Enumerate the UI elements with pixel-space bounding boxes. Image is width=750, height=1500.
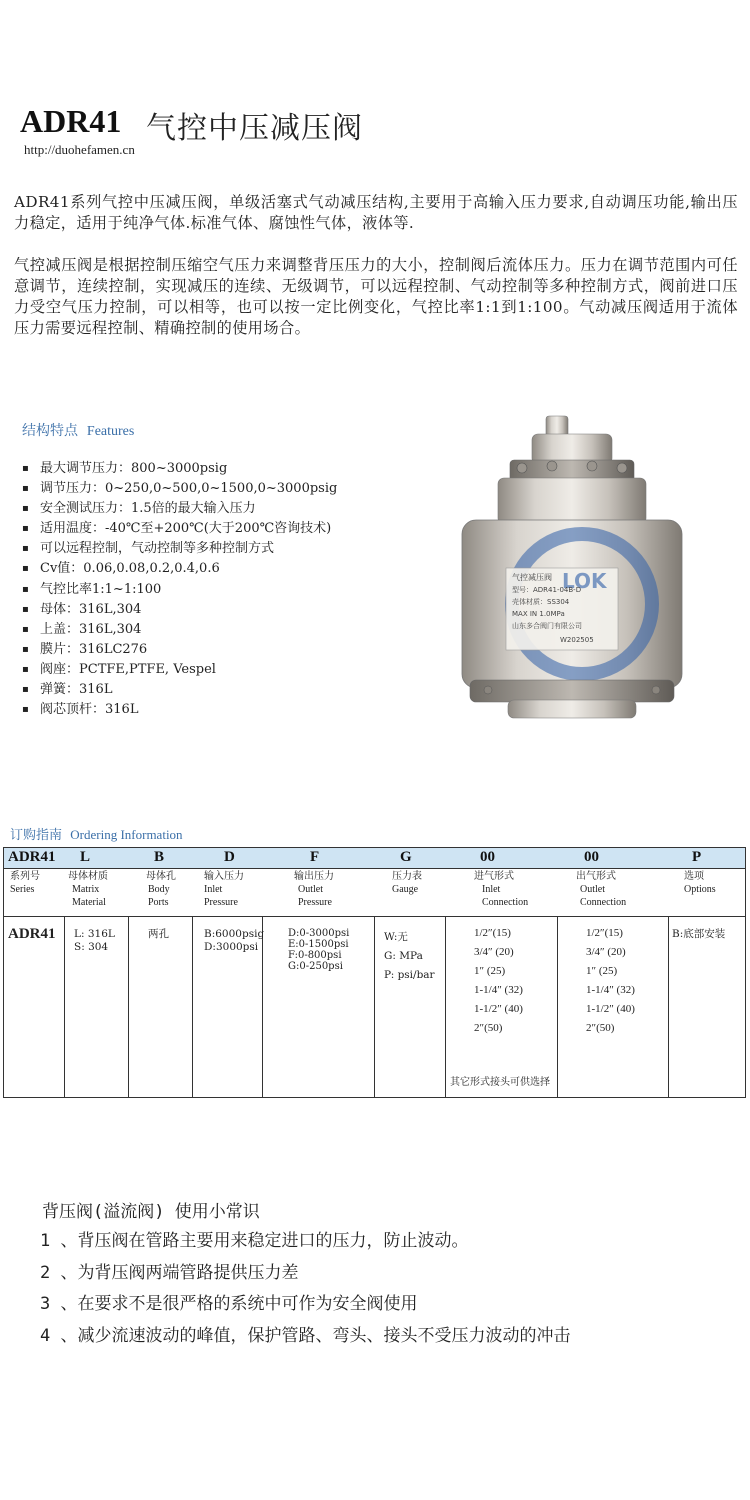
bolt-icon <box>484 686 492 694</box>
feature-item: ▪ 阀芯顶杆：316L <box>20 700 337 720</box>
header-cell: 输出压力 Outlet Pressure <box>294 871 334 908</box>
gauge-values: W:无 G: MPa P: psi/bar <box>384 931 435 981</box>
bullet-icon: ▪ <box>22 463 29 474</box>
inlet-note: 其它形式接头可供选择 <box>450 1077 550 1088</box>
header-cell: 选项 Options <box>684 871 716 895</box>
outlet-connection-values: 1/2″(15) 3/4″ (20) 1″ (25) 1-1/4″ (32) 1-1/2″ (40) 2″(50) <box>586 927 635 1034</box>
table-divider <box>128 916 129 1097</box>
code-cell: 00 <box>584 849 599 865</box>
inlet-connection-values: 1/2″(15) 3/4″ (20) 1″ (25) 1-1/4″ (32) 1-1/2″ (40) 2″(50) <box>474 927 523 1034</box>
feature-item: ▪ 可以远程控制，气动控制等多种控制方式 <box>20 539 337 559</box>
bullet-icon: ▪ <box>22 643 29 655</box>
feature-item: ▪ 膜片：316LC276 <box>20 640 337 660</box>
tips-list <box>40 1226 570 1352</box>
features-list <box>20 459 337 720</box>
product-model: ADR41 <box>20 103 122 139</box>
bullet-icon: ▪ <box>22 543 29 555</box>
bullet-icon: ▪ <box>22 663 29 675</box>
header-cell: 输入压力 Inlet Pressure <box>204 871 244 908</box>
feature-item: ▪ 弹簧：316L <box>20 680 337 700</box>
header-cell: 母体孔 Body Ports <box>146 871 176 908</box>
bottom-base <box>508 700 636 718</box>
tip-item: 4 、减少流速波动的峰值，保护管路、弯头、接头不受压力波动的冲击 <box>40 1325 571 1346</box>
code-cell: L <box>80 849 91 865</box>
bullet-icon: ▪ <box>22 684 29 696</box>
table-divider <box>445 916 446 1097</box>
bolt-icon <box>617 463 627 473</box>
header-cell: 系列号 Series <box>10 871 40 895</box>
feature-item: ▪ 调节压力：0~250,0~500,0~1500,0~3000psig <box>20 479 337 499</box>
bottom-ring <box>470 680 674 702</box>
bolt-icon <box>517 463 527 473</box>
bolt-icon <box>652 686 660 694</box>
header-cell: 压力表 Gauge <box>392 871 422 895</box>
table-divider <box>557 916 558 1097</box>
table-divider <box>668 916 669 1097</box>
ordering-title <box>10 824 183 843</box>
feature-item: ▪ 最大调节压力：800~3000psig <box>20 459 337 479</box>
code-cell: G <box>400 849 412 865</box>
feature-item: ▪ Cv值：0.06,0.08,0.2,0.4,0.6 <box>20 559 337 579</box>
feature-item: ▪ 阀座：PCTFE,PTFE, Vespel <box>20 660 337 680</box>
feature-item: ▪ 安全测试压力：1.5倍的最大输入压力 <box>20 499 337 519</box>
feature-item: ▪ 上盖：316L,304 <box>20 620 337 640</box>
tip-item: 2 、为背压阀两端管路提供压力差 <box>40 1262 299 1283</box>
bullet-icon: ▪ <box>22 483 29 495</box>
nameplate-line: 型号：ADR41-04B-D <box>512 586 582 594</box>
nameplate-logo: LOK <box>562 569 607 593</box>
inlet-pressure-values: B:6000psig D:3000psi <box>204 928 265 953</box>
options-value: B:底部安装 <box>672 928 726 940</box>
intro-paragraph-1: ADR41系列气控中压减压阀，单级活塞式气动减压结构,主要用于高输入压力要求,自动调压功能,输出压力稳定，适用于纯净气体.标准气体、腐蚀性气体，液体等. <box>14 193 738 232</box>
feature-item: ▪ 母体：316L,304 <box>20 600 337 620</box>
nameplate-line: W202505 <box>560 636 594 644</box>
table-divider <box>64 916 65 1097</box>
nameplate-line: 气控减压阀 <box>512 573 552 582</box>
features-title <box>22 420 134 440</box>
code-cell: D <box>224 849 235 865</box>
intro-paragraph-2: 气控减压阀是根据控制压缩空气压力来调整背压压力的大小，控制阀后流体压力。压力在调节范围内可任意调节，连续控制，实现减压的连续、无级调节，可以远程控制、气动控制等多种控制方式，阀前进口压力受空气压力控制，可以相等，也可以按一定比例变化，气控比率1:1到1:100。气动减压阀适用于流体压力需要远程控制、精确控制的使用场合。 <box>14 256 738 337</box>
series-value: ADR41 <box>8 926 56 942</box>
features-title-cn: 结构特点 <box>22 423 78 439</box>
bullet-icon: ▪ <box>22 583 29 595</box>
nameplate-line: 山东多合阀门有限公司 <box>512 622 582 630</box>
bolt-icon <box>587 461 597 471</box>
feature-item: ▪ 气控比率1:1~1:100 <box>20 580 337 600</box>
code-cell: B <box>154 849 165 865</box>
header-cell: 出气形式 Outlet Connection <box>576 871 627 908</box>
bullet-icon: ▪ <box>22 523 29 535</box>
outlet-pressure-values: D:0-3000psi E:0-1500psi F:0-800psi G:0-250psi <box>288 928 350 972</box>
ordering-title-en: Ordering Information <box>70 827 183 842</box>
bolt-icon <box>547 461 557 471</box>
top-cap <box>532 434 612 464</box>
product-name: 气控中压减压阀 <box>146 111 363 146</box>
tip-item: 1 、背压阀在管路主要用来稳定进口的压力，防止波动。 <box>40 1231 469 1251</box>
bullet-icon: ▪ <box>22 623 29 635</box>
code-cell: F <box>310 849 320 865</box>
body-ports-value: 两孔 <box>148 928 169 940</box>
header-cell: 进气形式 Inlet Connection <box>474 871 529 908</box>
tip-item: 3 、在要求不是很严格的系统中可作为安全阀使用 <box>40 1294 418 1314</box>
bullet-icon: ▪ <box>22 603 29 615</box>
header-cell: 母体材质 Matrix Material <box>68 871 108 908</box>
table-divider <box>192 916 193 1097</box>
bullet-icon: ▪ <box>22 704 29 716</box>
nameplate-line: MAX IN 1.0MPa <box>512 610 565 618</box>
code-cell: 00 <box>480 849 495 865</box>
ordering-code-row <box>4 848 745 869</box>
product-image <box>452 408 692 728</box>
ordering-table <box>3 847 746 1098</box>
ordering-title-cn: 订购指南 <box>10 828 63 843</box>
nameplate-line: 壳体材质：SS304 <box>512 598 570 606</box>
code-cell: P <box>692 849 702 865</box>
bullet-icon: ▪ <box>22 563 29 575</box>
code-cell: ADR41 <box>8 849 56 865</box>
features-title-en: Features <box>86 424 135 439</box>
ordering-header-row <box>4 870 745 916</box>
bullet-icon: ▪ <box>22 503 29 515</box>
upper-body <box>498 478 646 524</box>
website-link[interactable]: http://duohefamen.cn <box>24 142 135 157</box>
feature-item: ▪ 适用温度：-40℃至+200℃(大于200℃咨询技术) <box>20 519 337 539</box>
table-divider <box>374 916 375 1097</box>
material-values: L: 316L S: 304 <box>74 928 115 953</box>
tips-title: 背压阀(溢流阀) 使用小常识 <box>42 1202 260 1222</box>
